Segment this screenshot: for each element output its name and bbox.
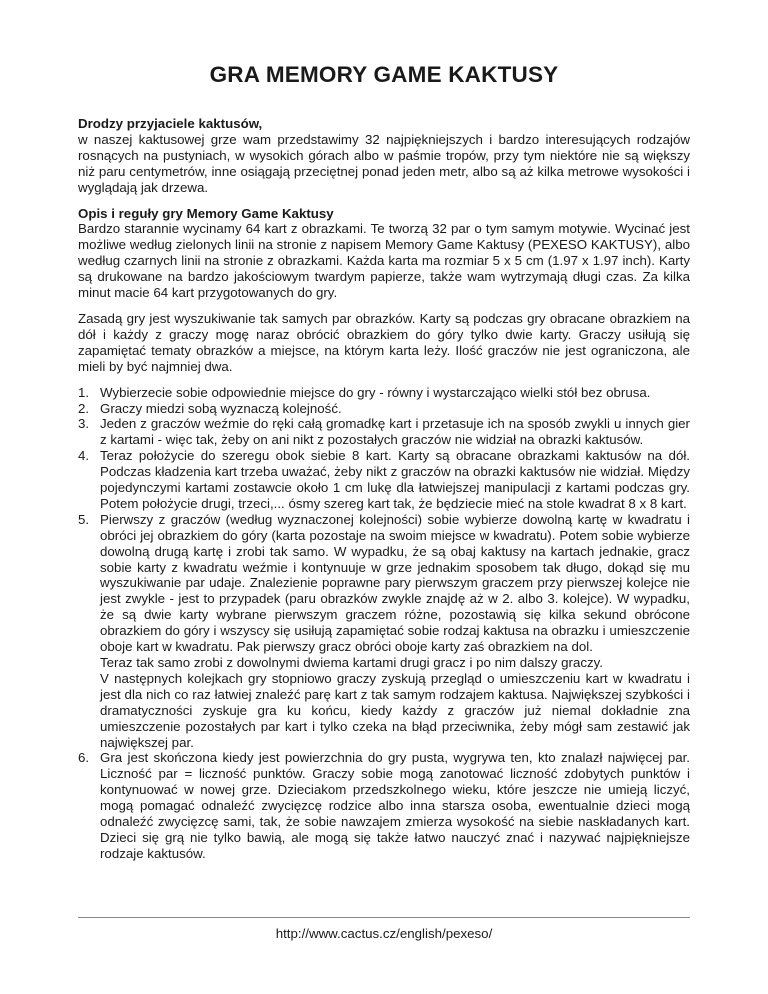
rules-list-item bbox=[78, 512, 690, 751]
rules-list-item bbox=[78, 448, 690, 512]
intro-paragraph: w naszej kaktusowej grze wam przedstawimy 32 najpiękniejszych i bardzo interesujących rodzajów rosnących na pustyniach, w wysokich górach albo w paśmie tropów, przy tym niektóre nie są większy niż paru centymetrów, inne osiągają przeciętnej ponad jeden metr, albo są aż kilka metrowe wysokości i wyglądają jak drzewa. bbox=[78, 131, 690, 195]
list-item-text: Teraz tak samo zrobi z dowolnymi dwiema kartami drugi gracz i po nim dalszy graczy. bbox=[100, 655, 603, 670]
list-item-number: 1. bbox=[78, 384, 90, 400]
list-item-number: 4. bbox=[78, 448, 90, 464]
list-item-number: 3. bbox=[78, 416, 90, 432]
rules-list bbox=[78, 385, 690, 862]
rules-heading: Opis i reguły gry Memory Game Kaktusy bbox=[78, 205, 334, 221]
document-body bbox=[78, 116, 690, 862]
rules-paragraph-2: Zasadą gry jest wyszukiwanie tak samych par obrazków. Karty są podczas gry obracane obrazkiem na dół i każdy z graczy mogę naraz obrócić obrazkiem do góry tylko dwie karty. Graczy usiłują się zapamiętać tematy obrazków a miejsce, na którym karta leży. Ilość graczów nie jest ograniczona, ale mieli by być najmniej dwa. bbox=[78, 310, 690, 374]
rules-list-item bbox=[78, 401, 690, 417]
footer-divider bbox=[78, 917, 690, 918]
list-item-text: Wybierzecie sobie odpowiednie miejsce do gry - równy i wystarczająco wielki stół bez obrusa. bbox=[100, 384, 651, 400]
rules-list-item bbox=[78, 750, 690, 861]
footer-url[interactable]: http://www.cactus.cz/english/pexeso/ bbox=[275, 926, 493, 941]
list-item-text: Gra jest skończona kiedy jest powierzchnia do gry pusta, wygrywa ten, kto znalazł najwięcej par. Liczność par = liczność punktów. Graczy sobie mogą zanotować liczność zdobytych punktów i kontynuować w nowej grze. Dzieciakom przedszkolnego wieku, które jeszcze nie umieją liczyć, mogą pomagać odnaleźć zwycięzcę rodzice albo inna starsza osoba, ewentualnie dzieci mogą odnaleźć zwycięzcę sami, tak, że sobie nawzajem zmierza wysokość na siebie naskładanych kart. Dzieci się grą nie tylko bawią, ale mogą się także łatwo nauczyć znać i nazywać najpiękniejsze rodzaje kaktusów. bbox=[100, 750, 690, 861]
list-item-text: Teraz położycie do szeregu obok siebie 8 kart. Karty są obracane obrazkami kaktusów na dół. Podczas kładzenia kart trzeba uważać, żeby nikt z graczów na obrazki kaktusów nie widział. Między pojedynczymi kartami zostawcie około 1 cm lukę dla łatwiejszej manipulacji z kartami podczas gry. Potem położycie drugi, trzeci,... ósmy szereg kart tak, że będziecie mieć na stole kwadrat 8 x 8 kart. bbox=[100, 448, 690, 511]
intro-greeting: Drodzy przyjaciele kaktusów, bbox=[78, 116, 263, 131]
list-item-text: Graczy miedzi sobą wyznaczą kolejność. bbox=[100, 400, 342, 416]
list-item-number: 6. bbox=[78, 750, 90, 766]
list-item-text: V następnych kolejkach gry stopniowo graczy zyskują przegląd o umieszczeniu kart w kwadratu i jest dla nich co raz łatwiej znaleźć parę kart z tak samym rodzajem kaktusa. Największej szybkości i dramatyczności zyskuje gra ku końcu, kiedy każdy z graczów już niemal dokładnie zna umieszczenie pozostałych par kart i tylko czeka na błąd przeciwnika, żeby mógł sam zestawić jak największej par. bbox=[100, 670, 690, 750]
list-item-text: Pierwszy z graczów (według wyznaczonej kolejności) sobie wybierze dowolną kartę w kwadratu i obróci jej obrazkiem do góry (karta pozostaje na swoim miejsce w kwadratu). Potem sobie wybierze dowolną drugą kartę i zrobi tak samo. W wypadku, że są obaj kaktusy na kartach jednakie, gracz sobie karty z kwadratu weźmie i kontynuuje w grze jednakim sposobem tak długo, dokąd się mu wyszukiwanie par udaje. Znalezienie poprawne pary pierwszym graczem przy pierwszej kolejce nie jest zwykle - jest to przypadek (paru obrazków zwykle znajdę aż w 2. albo 3. kolejce). W wypadku, że są dwie karty wybrane pierwszym graczem różne, pozostawią się kilka sekund obrócone obrazkiem do góry i wszyscy się usiłują zapamiętać sobie rodzaj kaktusa na obrazku i umieszczenie oboje kart w kwadratu. Pak pierwszy gracz obróci oboje karty zaś obrazkiem na dol. bbox=[100, 511, 690, 655]
rules-list-item bbox=[78, 416, 690, 448]
rules-paragraph-1: Bardzo starannie wycinamy 64 kart z obrazkami. Te tworzą 32 par o tym samym motywie. Wycinać jest możliwe według zielonych linii na stronie z napisem Memory Game Kaktusy (PEXESO KAKTUSY), albo według czarnych linii na stronie z obrazkami. Każda karta ma rozmiar 5 x 5 cm (1.97 x 1.97 inch). Karty są drukowane na bardzo jakościowym twardym papierze, także wam wytrzymają długi czas. Za kilka minut macie 64 kart przygotowanych do gry. bbox=[78, 221, 690, 301]
rules-list-item bbox=[78, 385, 690, 401]
list-item-text: Jeden z graczów weźmie do ręki całą gromadkę kart i przetasuje ich na sposób zwykli u innych gier z kartami - więc tak, żeby on ani nikt z pozostałych graczów nie widział na obrazki kaktusów. bbox=[100, 416, 690, 448]
list-item-number: 2. bbox=[78, 400, 90, 416]
page-title: GRA MEMORY GAME KAKTUSY bbox=[209, 62, 559, 87]
list-item-number: 5. bbox=[78, 511, 90, 527]
